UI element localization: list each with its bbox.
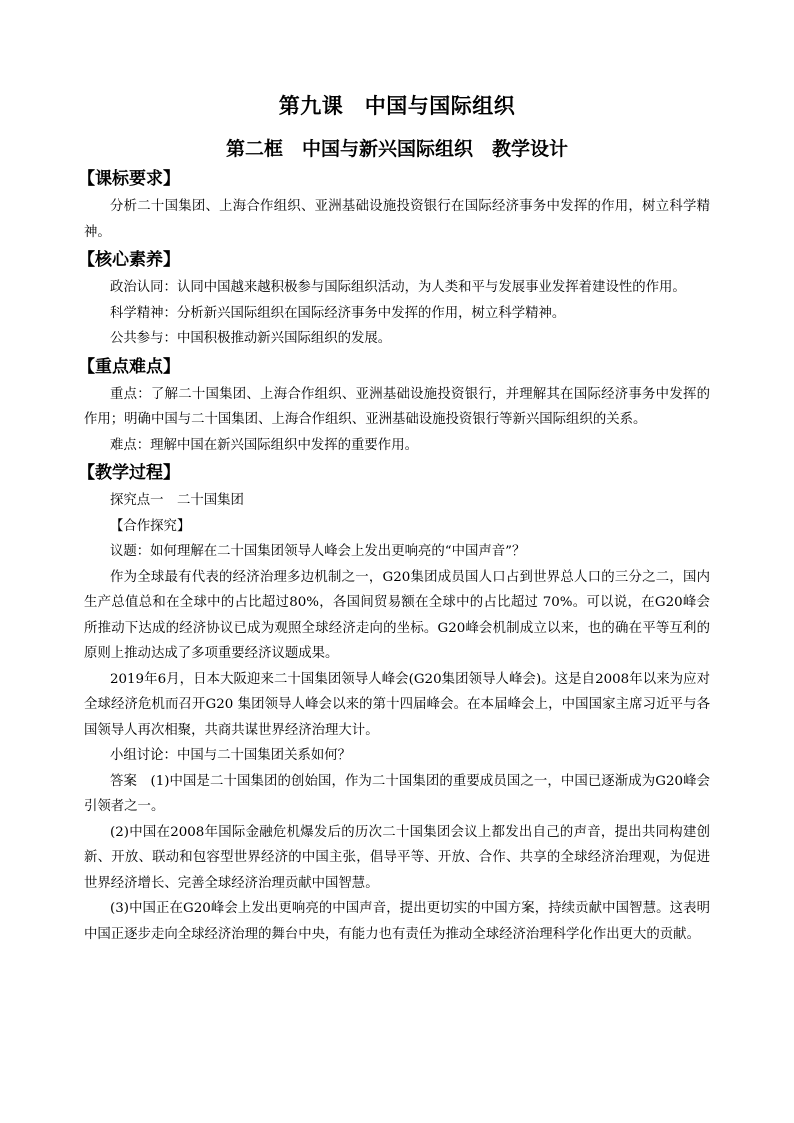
section-process bbox=[78, 458, 710, 947]
paragraph: 小组讨论：中国与二十国集团关系如何？ bbox=[110, 748, 352, 763]
paragraph: 难点：理解中国在新兴国际组织中发挥的重要作用。 bbox=[110, 437, 418, 453]
paragraph: 重点：了解二十国集团、上海合作组织、亚洲基础设施投资银行，并理解其在国际经济事务中发挥的作用；明确中国与二十国集团、上海合作组织、亚洲基础设施投资银行等新兴国际组织的关系。 bbox=[84, 386, 710, 427]
paragraph: (3)中国正在G20峰会上发出更响亮的中国声音，提出更切实的中国方案，持续贡献中国智慧。这表明中国正逐步走向全球经济治理的舞台中央，有能力也有责任为推动全球经济治理科学化作出更大的贡献。 bbox=[84, 901, 710, 942]
paragraph: 探究点一 二十国集团 bbox=[110, 493, 244, 508]
paragraph: 作为全球最有代表的经济治理多边机制之一，G20集团成员国人口占到世界总人口的三分之二，国内生产总值总和在全球中的占比超过80%，各国间贸易额在全球中的占比超过 70%。可以说，在G20峰会所推动下达成的经济协议已成为观照全球经济走向的坐标。G20峰会机制成立以来，也的确在平等互利的原则上推动达成了多项重要经济议题成果。 bbox=[84, 569, 710, 661]
section-literacy bbox=[78, 245, 710, 352]
section-heading-literacy: 【核心素养】 bbox=[78, 250, 180, 270]
section-heading-curriculum: 【课标要求】 bbox=[78, 169, 180, 189]
section-heading-keypoints: 【重点难点】 bbox=[78, 356, 180, 377]
paragraph: 政治认同：认同中国越来越积极参与国际组织活动，为人类和平与发展事业发挥着建设性的作用。 bbox=[110, 280, 686, 295]
paragraph: 议题：如何理解在二十国集团领导人峰会上发出更响亮的“中国声音”？ bbox=[110, 544, 526, 559]
paragraph: (2)中国在2008年国际金融危机爆发后的历次二十国集团会议上都发出自己的声音，提出共同构建创新、开放、联动和包容型世界经济的中国主张，倡导平等、开放、合作、共享的全球经济治理观，为促进世界经济增长、完善全球经济治理贡献中国智慧。 bbox=[84, 824, 710, 891]
section-heading-process: 【教学过程】 bbox=[78, 463, 180, 483]
paragraph: 2019年6月，日本大阪迎来二十国集团领导人峰会(G20集团领导人峰会)。这是自2008年以来为应对全球经济危机而召开G20 集团领导人峰会以来的第十四届峰会。在本届峰会上，中国国家主席习近平与各国领导人再次相聚，共商共谋世界经济治理大计。 bbox=[84, 671, 710, 738]
document-title: 第九课 中国与国际组织 bbox=[278, 93, 516, 118]
section-curriculum bbox=[78, 164, 710, 245]
paragraph: 公共参与：中国积极推动新兴国际组织的发展。 bbox=[110, 331, 392, 346]
paragraph: 答案 (1)中国是二十国集团的创始国，作为二十国集团的重要成员国之一，中国已逐渐成为G20峰会引领者之一。 bbox=[84, 773, 710, 814]
document-subtitle: 第二框 中国与新兴国际组织 教学设计 bbox=[225, 138, 568, 160]
paragraph: 【合作探究】 bbox=[110, 518, 191, 534]
section-keypoints bbox=[78, 352, 710, 459]
paragraph: 科学精神：分析新兴国际组织在国际经济事务中发挥的作用，树立科学精神。 bbox=[110, 305, 566, 321]
paragraph: 分析二十国集团、上海合作组织、亚洲基础设施投资银行在国际经济事务中发挥的作用，树立科学精神。 bbox=[84, 199, 710, 240]
